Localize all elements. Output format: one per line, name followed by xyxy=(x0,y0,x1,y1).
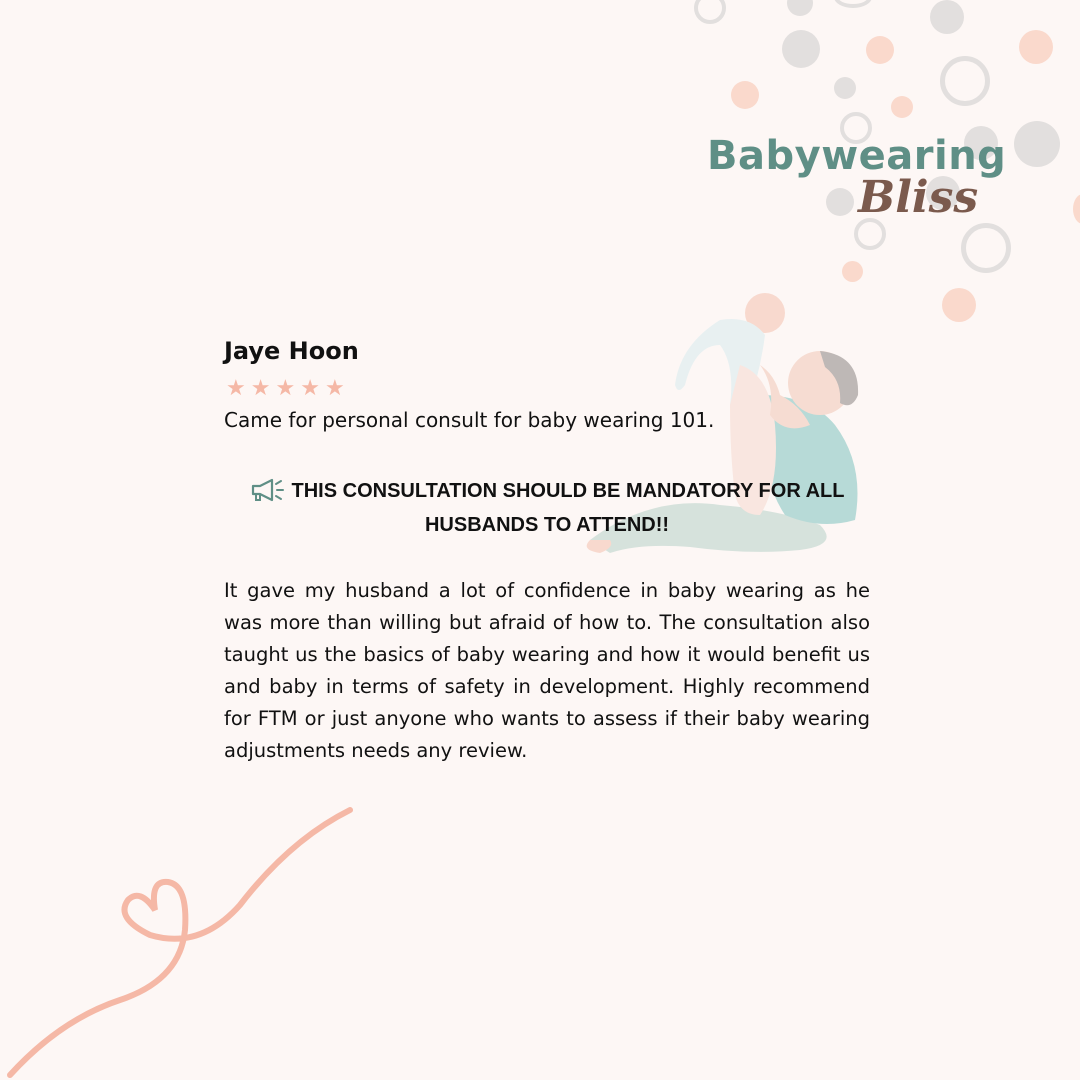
dot xyxy=(1019,30,1053,64)
dot xyxy=(940,56,990,106)
star-icon: ★ xyxy=(275,376,296,401)
dot xyxy=(961,223,1011,273)
dot xyxy=(826,188,854,216)
dot xyxy=(787,0,813,16)
dot xyxy=(834,77,856,99)
dot xyxy=(834,0,872,8)
dot xyxy=(842,261,863,282)
dot xyxy=(891,96,913,118)
heart-swirl-line xyxy=(0,800,360,1080)
callout-text: THIS CONSULTATION SHOULD BE MANDATORY FOR ALL HUSBANDS TO ATTEND!! xyxy=(291,480,845,536)
dot xyxy=(942,288,976,322)
review-body: It gave my husband a lot of confidence in baby wearing as he was more than willing but afraid of how to. The consultation also taught us the basics of baby wearing and how it would benefit us and baby in terms of safety in development. Highly recommend for FTM or just anyone who wants to assess if their baby wearing adjustments needs any review. xyxy=(224,579,870,762)
star-rating xyxy=(226,378,345,400)
star-icon: ★ xyxy=(226,376,246,401)
star-icon: ★ xyxy=(250,376,271,401)
megaphone-icon xyxy=(250,478,288,502)
dot xyxy=(694,0,726,24)
brand-name-primary: Babywearing xyxy=(707,133,1007,179)
star-icon: ★ xyxy=(300,376,320,401)
brand-name-script: Bliss xyxy=(858,172,979,223)
star-icon: ★ xyxy=(324,376,345,401)
review-intro: Came for personal consult for baby wearing 101. xyxy=(224,408,715,432)
dot xyxy=(1014,121,1060,167)
dot xyxy=(731,81,759,109)
dot xyxy=(930,0,964,34)
dot xyxy=(866,36,894,64)
review-callout xyxy=(224,474,870,542)
reviewer-name: Jaye Hoon xyxy=(224,337,359,365)
dot xyxy=(782,30,820,68)
dot xyxy=(1073,194,1080,224)
